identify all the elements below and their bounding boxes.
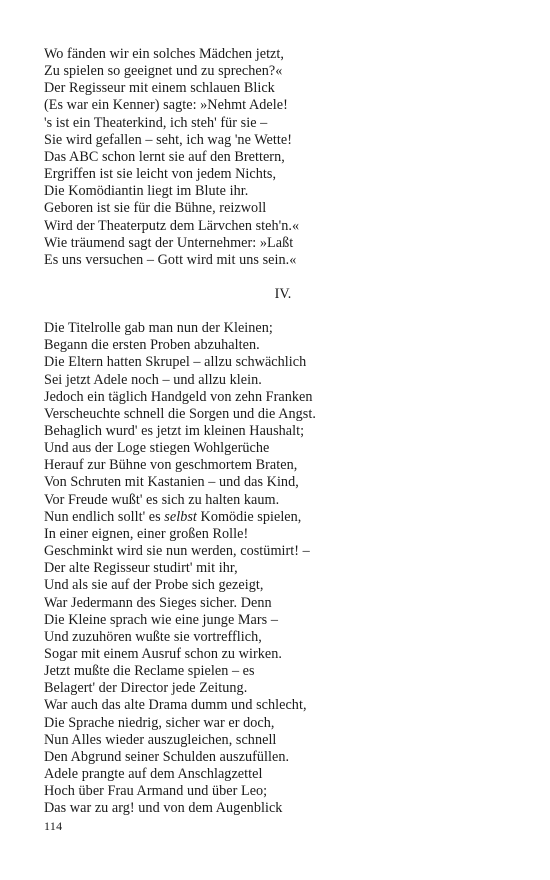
verse-line: Wie träumend sagt der Unternehmer: »Laßt bbox=[44, 234, 294, 251]
verse-line: Begann die ersten Proben abzuhalten. bbox=[44, 337, 260, 354]
verse-line: Hoch über Frau Armand und über Leo; bbox=[44, 783, 268, 800]
verse-line: Verscheuchte schnell die Sorgen und die Angst. bbox=[44, 405, 316, 422]
book-page bbox=[44, 46, 514, 818]
verse-line: War Jedermann des Sieges sicher. Denn bbox=[44, 594, 272, 611]
verse-line: Die Eltern hatten Skrupel – allzu schwächlich bbox=[44, 354, 307, 371]
verse-line: Und zuzuhören wußte sie vortrefflich, bbox=[44, 628, 262, 645]
verse-line: Das ABC schon lernt sie auf den Brettern, bbox=[44, 148, 285, 165]
verse-line: Es uns versuchen – Gott wird mit uns sein.« bbox=[44, 251, 297, 268]
verse-line: Der Regisseur mit einem schlauen Blick bbox=[44, 80, 275, 97]
verse-line: Sogar mit einem Ausruf schon zu wirken. bbox=[44, 646, 282, 662]
verse-line: Herauf zur Bühne von geschmortem Braten, bbox=[44, 457, 298, 474]
verse-line: Adele prangte auf dem Anschlagzettel bbox=[44, 766, 263, 783]
section-heading: IV. bbox=[274, 286, 292, 303]
verse-text: Nun endlich sollt' es bbox=[44, 508, 165, 525]
verse-line: Jetzt mußte die Reclame spielen – es bbox=[44, 663, 255, 680]
verse-line: Die Sprache niedrig, sicher war er doch, bbox=[44, 714, 275, 731]
verse-line: Geboren ist sie für die Bühne, reizwoll bbox=[44, 200, 267, 217]
page-number: 114 bbox=[44, 819, 63, 833]
verse-line-selbst bbox=[44, 509, 514, 526]
verse-line: Geschminkt wird sie nun werden, costümirt! – bbox=[44, 543, 310, 560]
verse-line: Von Schruten mit Kastanien – und das Kind, bbox=[44, 474, 299, 491]
verse-line: Jedoch ein täglich Handgeld von zehn Franken bbox=[44, 388, 313, 405]
verse-line: Vor Freude wußt' es sich zu halten kaum. bbox=[44, 491, 280, 508]
verse-line: Den Abgrund seiner Schulden auszufüllen. bbox=[44, 748, 290, 765]
verse-line: War auch das alte Drama dumm und schlecht, bbox=[44, 697, 307, 714]
stanza-2 bbox=[44, 320, 514, 818]
verse-line: In einer eignen, einer großen Rolle! bbox=[44, 525, 249, 542]
emphasis-text: selbst bbox=[164, 508, 197, 525]
verse-line: Sei jetzt Adele noch – und allzu klein. bbox=[44, 371, 262, 388]
verse-line: (Es war ein Kenner) sagte: »Nehmt Adele! bbox=[44, 97, 288, 114]
verse-line: Belagert' der Director jede Zeitung. bbox=[44, 680, 248, 697]
verse-line: Die Kleine sprach wie eine junge Mars – bbox=[44, 611, 278, 628]
verse-line: Ergriffen ist sie leicht von jedem Nichts, bbox=[44, 166, 277, 183]
verse-line: Der alte Regisseur studirt' mit ihr, bbox=[44, 560, 238, 577]
verse-line: Die Titelrolle gab man nun der Kleinen; bbox=[44, 320, 273, 337]
verse-line: Behaglich wurd' es jetzt im kleinen Haushalt; bbox=[44, 422, 305, 439]
stanza-1 bbox=[44, 46, 514, 269]
verse-line: Die Komödiantin liegt im Blute ihr. bbox=[44, 183, 249, 200]
verse-line: Und aus der Loge stiegen Wohlgerüche bbox=[44, 440, 270, 457]
verse-line: Nun Alles wieder auszugleichen, schnell bbox=[44, 731, 277, 748]
verse-line: Zu spielen so geeignet und zu sprechen?« bbox=[44, 63, 283, 80]
verse-line: Wo fänden wir ein solches Mädchen jetzt, bbox=[44, 46, 284, 62]
verse-text: Komödie spielen, bbox=[196, 508, 302, 525]
verse-line: Sie wird gefallen – seht, ich wag 'ne Wette! bbox=[44, 131, 293, 148]
verse-line: Das war zu arg! und von dem Augenblick bbox=[44, 800, 283, 817]
verse-line: Und als sie auf der Probe sich gezeigt, bbox=[44, 577, 264, 594]
verse-line: 's ist ein Theaterkind, ich steh' für sie – bbox=[44, 114, 268, 131]
verse-line: Wird der Theaterputz dem Lärvchen steh'n.« bbox=[44, 217, 300, 234]
